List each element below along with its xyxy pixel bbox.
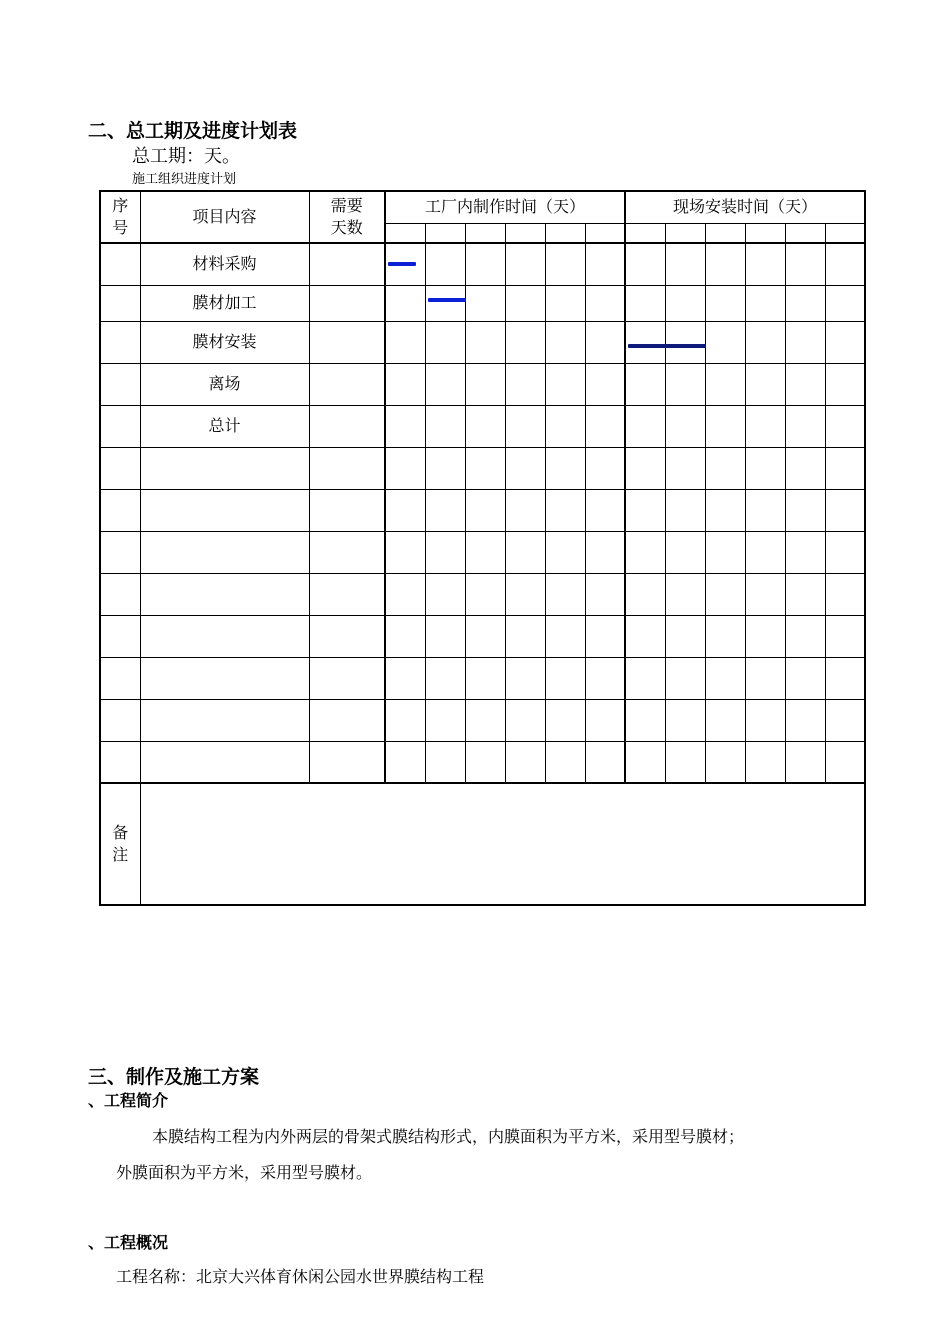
table-row <box>100 285 865 321</box>
section-title: 二、总工期及进度计划表 <box>88 120 298 142</box>
timeline-cell <box>505 573 545 615</box>
timeline-cell <box>705 321 745 363</box>
row-days-cell <box>309 657 385 699</box>
row-seq-cell <box>100 699 140 741</box>
timeline-cell <box>785 699 825 741</box>
timeline-cell <box>465 489 505 531</box>
row-days-cell <box>309 405 385 447</box>
timeline-cell <box>545 699 585 741</box>
table-row <box>100 573 865 615</box>
gantt-bar <box>388 262 416 266</box>
table-row <box>100 243 865 285</box>
timeline-cell <box>665 363 705 405</box>
timeline-cell <box>425 243 465 285</box>
timeline-cell <box>665 573 705 615</box>
row-seq-cell <box>100 741 140 783</box>
timeline-cell <box>625 243 665 285</box>
timeline-cell <box>505 321 545 363</box>
timeline-cell <box>665 531 705 573</box>
timeline-cell <box>785 447 825 489</box>
row-item-cell: 离场 <box>140 363 309 405</box>
table-caption: 施工组织进度计划 <box>132 172 237 187</box>
header-days-line1: 需要 <box>330 195 363 215</box>
timeline-cell <box>545 531 585 573</box>
timeline-cell <box>505 531 545 573</box>
row-days-cell <box>309 531 385 573</box>
timeline-cell <box>425 657 465 699</box>
row-days-cell <box>309 615 385 657</box>
timeline-cell <box>545 489 585 531</box>
timeline-cell <box>665 405 705 447</box>
timeline-cell <box>705 531 745 573</box>
row-item-cell: 总计 <box>140 405 309 447</box>
timeline-cell <box>385 405 425 447</box>
row-seq-cell <box>100 363 140 405</box>
timeline-cell <box>505 285 545 321</box>
timeline-cell <box>465 321 505 363</box>
remarks-label-line1: 备 <box>112 822 129 842</box>
timeline-cell <box>665 321 705 363</box>
timeline-subheader-cell <box>785 223 825 243</box>
timeline-cell <box>665 615 705 657</box>
timeline-cell <box>705 405 745 447</box>
timeline-cell <box>545 447 585 489</box>
timeline-cell <box>825 741 865 783</box>
row-days-cell <box>309 321 385 363</box>
row-item-cell: 膜材加工 <box>140 285 309 321</box>
timeline-cell <box>825 285 865 321</box>
timeline-subheader-cell <box>425 223 465 243</box>
row-seq-cell <box>100 489 140 531</box>
header-seq-line1: 序 <box>112 195 129 215</box>
timeline-cell <box>585 243 625 285</box>
timeline-cell <box>385 531 425 573</box>
timeline-cell <box>545 741 585 783</box>
row-seq-cell <box>100 531 140 573</box>
header-seq-line2: 号 <box>112 218 129 237</box>
timeline-cell <box>785 657 825 699</box>
row-days-cell <box>309 489 385 531</box>
row-seq-cell <box>100 405 140 447</box>
header-days <box>309 191 385 243</box>
timeline-cell <box>505 657 545 699</box>
row-seq-cell <box>100 657 140 699</box>
timeline-cell <box>785 363 825 405</box>
row-days-cell <box>309 699 385 741</box>
timeline-cell <box>465 363 505 405</box>
table-row <box>100 699 865 741</box>
intro-paragraph-line1: 本膜结构工程为内外两层的骨架式膜结构形式，内膜面积为平方米，采用型号膜材； <box>152 1127 745 1146</box>
timeline-cell <box>705 657 745 699</box>
row-item-cell <box>140 447 309 489</box>
timeline-cell <box>505 243 545 285</box>
timeline-cell <box>545 615 585 657</box>
timeline-cell <box>385 615 425 657</box>
row-item-cell <box>140 489 309 531</box>
timeline-cell <box>785 285 825 321</box>
timeline-cell <box>785 615 825 657</box>
timeline-cell <box>745 741 785 783</box>
timeline-cell <box>825 657 865 699</box>
remarks-label-line2: 注 <box>112 845 129 864</box>
timeline-cell <box>385 699 425 741</box>
timeline-cell <box>785 741 825 783</box>
timeline-cell <box>585 285 625 321</box>
row-item-cell: 材料采购 <box>140 243 309 285</box>
timeline-cell <box>465 285 505 321</box>
timeline-cell <box>425 741 465 783</box>
timeline-cell <box>705 285 745 321</box>
row-item-cell <box>140 573 309 615</box>
timeline-cell <box>425 363 465 405</box>
timeline-cell <box>585 741 625 783</box>
timeline-cell <box>385 243 425 285</box>
header-seq <box>100 191 140 243</box>
row-item-cell <box>140 657 309 699</box>
timeline-cell <box>785 531 825 573</box>
row-item-cell <box>140 741 309 783</box>
timeline-cell <box>465 447 505 489</box>
timeline-cell <box>825 615 865 657</box>
timeline-cell <box>425 285 465 321</box>
timeline-cell <box>705 447 745 489</box>
timeline-subheader-cell <box>705 223 745 243</box>
remarks-label <box>100 783 140 905</box>
timeline-cell <box>385 573 425 615</box>
timeline-cell <box>665 699 705 741</box>
timeline-cell <box>825 573 865 615</box>
timeline-cell <box>745 489 785 531</box>
timeline-cell <box>545 405 585 447</box>
timeline-cell <box>505 615 545 657</box>
timeline-cell <box>545 573 585 615</box>
total-period: 总工期：天。 <box>132 146 240 167</box>
timeline-subheader-cell <box>625 223 665 243</box>
timeline-cell <box>625 489 665 531</box>
header-site: 现场安装时间（天） <box>625 191 865 223</box>
remarks-row <box>100 783 865 905</box>
timeline-cell <box>665 243 705 285</box>
timeline-cell <box>545 285 585 321</box>
timeline-cell <box>705 699 745 741</box>
timeline-cell <box>425 573 465 615</box>
timeline-cell <box>745 243 785 285</box>
timeline-cell <box>465 741 505 783</box>
timeline-subheader-cell <box>385 223 425 243</box>
section3-title: 三、制作及施工方案 <box>88 1066 260 1088</box>
table-row <box>100 363 865 405</box>
timeline-cell <box>585 573 625 615</box>
timeline-cell <box>425 531 465 573</box>
timeline-cell <box>825 321 865 363</box>
timeline-cell <box>465 243 505 285</box>
timeline-cell <box>625 363 665 405</box>
timeline-cell <box>465 699 505 741</box>
timeline-cell <box>625 321 665 363</box>
row-seq-cell <box>100 447 140 489</box>
timeline-cell <box>825 363 865 405</box>
row-item-cell: 膜材安装 <box>140 321 309 363</box>
timeline-cell <box>745 699 785 741</box>
timeline-cell <box>465 531 505 573</box>
row-seq-cell <box>100 321 140 363</box>
timeline-cell <box>705 489 745 531</box>
table-row <box>100 405 865 447</box>
timeline-cell <box>665 489 705 531</box>
table-row <box>100 321 865 363</box>
timeline-cell <box>785 321 825 363</box>
row-item-cell <box>140 531 309 573</box>
timeline-cell <box>585 405 625 447</box>
timeline-cell <box>665 285 705 321</box>
table-row <box>100 741 865 783</box>
timeline-cell <box>585 531 625 573</box>
timeline-cell <box>785 243 825 285</box>
row-days-cell <box>309 573 385 615</box>
project-name: 工程名称：北京大兴体育休闲公园水世界膜结构工程 <box>116 1267 485 1286</box>
timeline-cell <box>625 741 665 783</box>
timeline-cell <box>425 615 465 657</box>
timeline-subheader-cell <box>825 223 865 243</box>
table-row <box>100 657 865 699</box>
timeline-cell <box>825 531 865 573</box>
subsection-overview-title: 、工程概况 <box>88 1233 169 1252</box>
timeline-cell <box>505 741 545 783</box>
table-row <box>100 489 865 531</box>
timeline-subheader-cell <box>665 223 705 243</box>
timeline-cell <box>585 489 625 531</box>
timeline-cell <box>385 489 425 531</box>
timeline-cell <box>785 405 825 447</box>
timeline-cell <box>505 699 545 741</box>
timeline-cell <box>465 657 505 699</box>
row-item-cell <box>140 615 309 657</box>
row-days-cell <box>309 741 385 783</box>
timeline-cell <box>385 363 425 405</box>
timeline-cell <box>465 615 505 657</box>
table-row <box>100 615 865 657</box>
row-seq-cell <box>100 615 140 657</box>
timeline-cell <box>425 489 465 531</box>
timeline-cell <box>825 405 865 447</box>
remarks-content <box>140 783 865 905</box>
gantt-bar <box>428 298 466 302</box>
row-seq-cell <box>100 285 140 321</box>
timeline-cell <box>825 447 865 489</box>
timeline-cell <box>745 615 785 657</box>
timeline-cell <box>625 615 665 657</box>
row-days-cell <box>309 447 385 489</box>
timeline-cell <box>545 657 585 699</box>
timeline-cell <box>385 657 425 699</box>
timeline-cell <box>625 657 665 699</box>
timeline-cell <box>425 405 465 447</box>
timeline-cell <box>625 573 665 615</box>
timeline-cell <box>665 447 705 489</box>
timeline-cell <box>505 489 545 531</box>
header-item: 项目内容 <box>140 191 309 243</box>
row-seq-cell <box>100 243 140 285</box>
timeline-cell <box>425 699 465 741</box>
timeline-cell <box>745 531 785 573</box>
timeline-cell <box>825 699 865 741</box>
table-row <box>100 447 865 489</box>
timeline-subheader-cell <box>505 223 545 243</box>
table-row <box>100 531 865 573</box>
timeline-cell <box>705 615 745 657</box>
timeline-subheader-cell <box>745 223 785 243</box>
timeline-cell <box>585 363 625 405</box>
timeline-cell <box>785 573 825 615</box>
timeline-cell <box>585 657 625 699</box>
timeline-cell <box>705 573 745 615</box>
timeline-cell <box>825 489 865 531</box>
timeline-cell <box>545 243 585 285</box>
timeline-cell <box>385 447 425 489</box>
timeline-cell <box>745 657 785 699</box>
timeline-cell <box>625 405 665 447</box>
timeline-cell <box>745 573 785 615</box>
timeline-cell <box>585 615 625 657</box>
timeline-subheader-cell <box>585 223 625 243</box>
timeline-subheader-cell <box>465 223 505 243</box>
timeline-cell <box>825 243 865 285</box>
timeline-cell <box>585 699 625 741</box>
timeline-cell <box>425 447 465 489</box>
timeline-cell <box>505 363 545 405</box>
header-factory: 工厂内制作时间（天） <box>385 191 625 223</box>
timeline-cell <box>665 741 705 783</box>
timeline-cell <box>385 741 425 783</box>
timeline-cell <box>625 285 665 321</box>
timeline-cell <box>585 447 625 489</box>
timeline-cell <box>745 363 785 405</box>
timeline-cell <box>705 363 745 405</box>
row-days-cell <box>309 363 385 405</box>
schedule-table <box>99 190 866 906</box>
timeline-cell <box>545 321 585 363</box>
timeline-cell <box>745 405 785 447</box>
timeline-cell <box>625 447 665 489</box>
timeline-subheader-cell <box>545 223 585 243</box>
intro-paragraph-line2: 外膜面积为平方米，采用型号膜材。 <box>116 1163 373 1182</box>
row-days-cell <box>309 285 385 321</box>
timeline-cell <box>425 321 465 363</box>
timeline-cell <box>705 741 745 783</box>
subsection-intro-title: 、工程简介 <box>88 1091 169 1110</box>
timeline-cell <box>785 489 825 531</box>
row-item-cell <box>140 699 309 741</box>
header-days-line2: 天数 <box>330 218 363 237</box>
timeline-cell <box>545 363 585 405</box>
timeline-cell <box>465 573 505 615</box>
timeline-cell <box>625 699 665 741</box>
row-days-cell <box>309 243 385 285</box>
timeline-cell <box>505 447 545 489</box>
timeline-cell <box>625 531 665 573</box>
timeline-cell <box>385 321 425 363</box>
timeline-cell <box>665 657 705 699</box>
timeline-cell <box>585 321 625 363</box>
timeline-cell <box>745 285 785 321</box>
timeline-cell <box>465 405 505 447</box>
timeline-cell <box>705 243 745 285</box>
timeline-cell <box>505 405 545 447</box>
row-seq-cell <box>100 573 140 615</box>
timeline-cell <box>745 447 785 489</box>
timeline-cell <box>745 321 785 363</box>
timeline-cell <box>385 285 425 321</box>
